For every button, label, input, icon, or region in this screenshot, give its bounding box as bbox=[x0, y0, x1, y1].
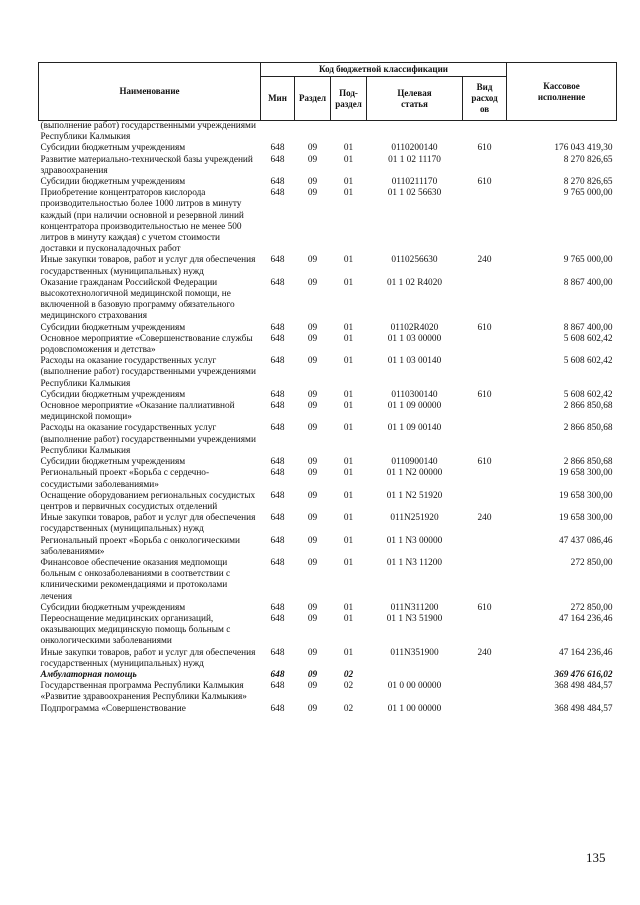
budget-table bbox=[38, 62, 617, 715]
table-row bbox=[39, 468, 617, 490]
cell-min: 648 bbox=[270, 557, 285, 568]
cell-amount: 2 866 850,68 bbox=[563, 401, 613, 412]
cell-name: Иные закупки товаров, работ и услуг для обеспечения государственных (муниципальных) нужд bbox=[40, 647, 256, 669]
table-row bbox=[39, 255, 617, 277]
cell-razdel: 09 bbox=[307, 535, 318, 546]
cell-name: Субсидии бюджетным учреждениям bbox=[40, 602, 186, 613]
cell-name: Иные закупки товаров, работ и услуг для обеспечения государственных (муниципальных) нужд bbox=[40, 255, 256, 277]
cell-vid bbox=[463, 536, 507, 558]
table-row bbox=[39, 681, 617, 703]
cell-name: Переоснащение медицинских организаций, оказывающих медицинскую помощь больным с онкологическими заболеваниями bbox=[40, 613, 231, 647]
cell-pod: 01 bbox=[343, 401, 354, 412]
cell-min: 648 bbox=[270, 143, 285, 154]
table-row bbox=[39, 177, 617, 188]
cell-target: 01 1 09 00140 bbox=[387, 423, 442, 434]
cell-min: 648 bbox=[270, 356, 285, 367]
cell-vid bbox=[463, 334, 507, 356]
cell-name: Расходы на оказание государственных услуг (выполнение работ) государственными учреждениями Республики Калмыкия bbox=[40, 423, 256, 456]
table-row bbox=[39, 121, 617, 144]
cell-vid bbox=[463, 188, 507, 255]
cell-razdel: 09 bbox=[307, 154, 318, 165]
cell-target: 011N251920 bbox=[390, 513, 439, 524]
cell-pod: 01 bbox=[343, 602, 354, 613]
cell-razdel: 09 bbox=[307, 277, 318, 288]
cell-min: 648 bbox=[270, 277, 285, 288]
cell-pod: 01 bbox=[343, 423, 354, 434]
cell-target: 01 1 03 00140 bbox=[387, 356, 442, 367]
table-row bbox=[39, 423, 617, 457]
cell-amount: 47 164 236,46 bbox=[559, 647, 613, 658]
cell-razdel: 09 bbox=[307, 356, 318, 367]
cell-target: 0110211170 bbox=[391, 177, 438, 188]
table-row bbox=[39, 457, 617, 468]
cell-razdel: 09 bbox=[307, 513, 318, 524]
cell-razdel: 09 bbox=[307, 490, 318, 501]
cell-name: Государственная программа Республики Калмыкия «Развитие здравоохранения Республики Калмыкия» bbox=[40, 681, 247, 703]
cell-name: Амбулаторная помощь bbox=[40, 669, 137, 680]
cell-vid: 610 bbox=[477, 177, 492, 188]
cell-target: 01 1 02 11170 bbox=[388, 154, 441, 165]
cell-name: Оказание гражданам Российской Федерации высокотехнологичной медицинской помощи, не включенной в базовую программу обязательного медицинского страхования bbox=[40, 277, 235, 322]
cell-razdel: 09 bbox=[307, 457, 318, 468]
cell-min: 648 bbox=[270, 602, 285, 613]
cell-name: Основное мероприятие «Совершенствование службы родовспоможения и детства» bbox=[40, 333, 253, 356]
cell-vid bbox=[463, 491, 507, 513]
cell-pod: 01 bbox=[343, 557, 354, 568]
table-row bbox=[39, 704, 617, 715]
cell-amount bbox=[507, 121, 617, 144]
cell-pod: 01 bbox=[343, 188, 354, 199]
table-body bbox=[39, 121, 617, 715]
cell-pod: 02 bbox=[343, 669, 354, 680]
cell-vid bbox=[463, 356, 507, 390]
cell-vid: 610 bbox=[477, 322, 492, 333]
cell-vid bbox=[463, 468, 507, 490]
cell-target: 01 1 02 56630 bbox=[387, 188, 442, 199]
cell-min: 648 bbox=[270, 490, 285, 501]
table-row bbox=[39, 188, 617, 255]
cell-razdel: 09 bbox=[307, 143, 318, 154]
cell-target: 01 1 N3 00000 bbox=[386, 535, 443, 546]
cell-pod: 01 bbox=[343, 613, 354, 624]
cell-min: 648 bbox=[270, 188, 285, 199]
cell-vid bbox=[463, 423, 507, 457]
cell-pod: 01 bbox=[343, 255, 354, 266]
cell-pod: 01 bbox=[343, 490, 354, 501]
cell-min: 648 bbox=[270, 457, 285, 468]
cell-amount: 8 270 826,65 bbox=[563, 154, 613, 165]
header-group: Код бюджетной классификации bbox=[261, 63, 507, 77]
cell-amount: 368 498 484,57 bbox=[554, 703, 613, 714]
cell-razdel: 09 bbox=[307, 602, 318, 613]
cell-target: 01 0 00 00000 bbox=[387, 681, 442, 692]
cell-min: 648 bbox=[270, 255, 285, 266]
cell-razdel: 09 bbox=[307, 255, 318, 266]
cell-amount: 368 498 484,57 bbox=[554, 681, 613, 692]
cell-name: Основное мероприятие «Оказание паллиативной медицинской помощи» bbox=[40, 401, 235, 423]
cell-vid bbox=[463, 155, 507, 177]
cell-pod: 01 bbox=[343, 322, 354, 333]
cell-amount: 272 850,00 bbox=[570, 557, 613, 568]
cell-vid: 610 bbox=[477, 602, 492, 613]
table-row bbox=[39, 143, 617, 154]
cell-vid bbox=[463, 704, 507, 715]
cell-amount: 2 866 850,68 bbox=[563, 457, 613, 468]
cell-razdel: 09 bbox=[307, 669, 318, 680]
cell-razdel: 09 bbox=[307, 647, 318, 658]
table-row bbox=[39, 356, 617, 390]
cell-min: 648 bbox=[270, 669, 285, 680]
cell-min: 648 bbox=[270, 647, 285, 658]
cell-name: Подпрограмма «Совершенствование bbox=[40, 703, 186, 714]
cell-name: Приобретение концентраторов кислорода производительностью более 1000 литров в минуту каждый (при наличии основной и резервной линий концентратора производительностью не менее 500 литров в минуту каждая) с учетом стоимости доставки и пусконаладочных работ bbox=[40, 188, 244, 255]
cell-amount: 8 867 400,00 bbox=[563, 322, 613, 333]
cell-razdel: 09 bbox=[307, 177, 318, 188]
cell-pod: 01 bbox=[343, 535, 354, 546]
cell-min: 648 bbox=[270, 535, 285, 546]
cell-razdel: 09 bbox=[307, 468, 318, 479]
cell-pod: 01 bbox=[343, 154, 354, 165]
table-row bbox=[39, 390, 617, 401]
table-row bbox=[39, 603, 617, 614]
cell-razdel: 09 bbox=[307, 423, 318, 434]
cell-vid: 610 bbox=[477, 143, 492, 154]
cell-name: Региональный проект «Борьба с онкологическими заболеваниями» bbox=[40, 535, 240, 557]
cell-amount: 19 658 300,00 bbox=[559, 513, 613, 524]
cell-vid: 240 bbox=[477, 255, 492, 266]
table-row bbox=[39, 614, 617, 648]
cell-amount: 47 437 086,46 bbox=[559, 535, 613, 546]
cell-amount: 8 270 826,65 bbox=[563, 177, 613, 188]
cell-vid: 240 bbox=[477, 513, 492, 524]
cell-target: 0110900140 bbox=[391, 457, 438, 468]
cell-amount: 19 658 300,00 bbox=[559, 468, 613, 479]
cell-name: Субсидии бюджетным учреждениям bbox=[40, 389, 186, 400]
cell-pod: 01 bbox=[343, 333, 354, 344]
cell-razdel: 09 bbox=[307, 557, 318, 568]
table-row bbox=[39, 558, 617, 603]
cell-razdel: 09 bbox=[307, 322, 318, 333]
cell-min: 648 bbox=[270, 468, 285, 479]
cell-vid: 240 bbox=[477, 647, 492, 658]
cell-vid bbox=[463, 558, 507, 603]
table-row bbox=[39, 334, 617, 356]
cell-amount: 5 608 602,42 bbox=[563, 389, 613, 400]
table-row bbox=[39, 278, 617, 323]
cell-name: Развитие материально-технической базы учреждений здравоохранения bbox=[40, 154, 253, 176]
header-razdel: Раздел bbox=[295, 77, 331, 121]
cell-target: 01 1 09 00000 bbox=[387, 401, 442, 412]
cell-target: 01 1 N3 11200 bbox=[386, 557, 443, 568]
header-name: Наименование bbox=[39, 63, 261, 121]
cell-target: 01 1 03 00000 bbox=[387, 333, 442, 344]
cell-pod: 01 bbox=[343, 513, 354, 524]
cell-pod: 01 bbox=[343, 468, 354, 479]
cell-min: 648 bbox=[270, 423, 285, 434]
cell-name: Иные закупки товаров, работ и услуг для обеспечения государственных (муниципальных) нужд bbox=[40, 513, 256, 535]
cell-amount: 5 608 602,42 bbox=[563, 333, 613, 344]
header-cash-text: Кассовое исполнение bbox=[537, 80, 586, 102]
cell-name: Субсидии бюджетным учреждениям bbox=[40, 177, 186, 188]
cell-razdel: 09 bbox=[307, 401, 318, 412]
cell-name: (выполнение работ) государственными учреждениями Республики Калмыкия bbox=[40, 121, 256, 143]
table-row bbox=[39, 323, 617, 334]
cell-razdel bbox=[295, 121, 331, 144]
cell-name: Финансовое обеспечение оказания медпомощи больным с онкозаболеваниями в соответствии с клиническими рекомендациями и протоколами лечения bbox=[40, 557, 231, 602]
cell-pod: 01 bbox=[343, 143, 354, 154]
cell-razdel: 09 bbox=[307, 681, 318, 692]
cell-name: Субсидии бюджетным учреждениям bbox=[40, 322, 186, 333]
cell-target: 011N351900 bbox=[390, 647, 439, 658]
cell-pod: 01 bbox=[343, 457, 354, 468]
header-vid: Вид расход ов bbox=[463, 77, 507, 121]
cell-vid bbox=[463, 121, 507, 144]
cell-amount: 2 866 850,68 bbox=[563, 423, 613, 434]
table-row bbox=[39, 491, 617, 513]
cell-razdel: 09 bbox=[307, 333, 318, 344]
cell-target: 01 1 02 R4020 bbox=[386, 277, 442, 288]
cell-target: 01 1 00 00000 bbox=[387, 703, 442, 714]
page-number: 135 bbox=[586, 850, 606, 865]
cell-vid bbox=[463, 401, 507, 423]
cell-min: 648 bbox=[270, 322, 285, 333]
cell-amount: 9 765 000,00 bbox=[563, 255, 613, 266]
cell-razdel: 09 bbox=[307, 188, 318, 199]
cell-min: 648 bbox=[270, 703, 285, 714]
cell-min bbox=[261, 121, 295, 144]
cell-target: 01 1 N2 51920 bbox=[386, 490, 443, 501]
cell-min: 648 bbox=[270, 389, 285, 400]
cell-target: 0110300140 bbox=[391, 389, 438, 400]
cell-min: 648 bbox=[270, 513, 285, 524]
header-target: Целевая статья bbox=[367, 77, 463, 121]
cell-pod: 01 bbox=[343, 647, 354, 658]
cell-min: 648 bbox=[270, 681, 285, 692]
cell-pod: 01 bbox=[343, 177, 354, 188]
cell-name: Региональный проект «Борьба с сердечно-сосудистыми заболеваниями» bbox=[40, 468, 210, 490]
cell-target bbox=[367, 121, 463, 144]
table-row bbox=[39, 513, 617, 535]
cell-name: Расходы на оказание государственных услуг (выполнение работ) государственными учреждениями Республики Калмыкия bbox=[40, 356, 256, 389]
header-podrazdel: Под- раздел bbox=[331, 77, 367, 121]
table-row bbox=[39, 670, 617, 681]
cell-razdel: 09 bbox=[307, 703, 318, 714]
cell-amount: 5 608 602,42 bbox=[563, 356, 613, 367]
cell-name: Субсидии бюджетным учреждениям bbox=[40, 143, 186, 154]
cell-name: Оснащение оборудованием региональных сосудистых центров и первичных сосудистых отделений bbox=[40, 490, 256, 512]
cell-pod bbox=[331, 121, 367, 144]
cell-vid bbox=[463, 614, 507, 648]
cell-amount: 176 043 419,30 bbox=[554, 143, 613, 154]
cell-pod: 01 bbox=[343, 277, 354, 288]
cell-target: 01 1 N2 00000 bbox=[386, 468, 443, 479]
cell-pod: 01 bbox=[343, 389, 354, 400]
cell-pod: 01 bbox=[343, 356, 354, 367]
cell-min: 648 bbox=[270, 177, 285, 188]
cell-amount: 9 765 000,00 bbox=[563, 188, 613, 199]
cell-amount: 19 658 300,00 bbox=[559, 490, 613, 501]
cell-amount: 369 476 616,02 bbox=[554, 669, 613, 680]
cell-min: 648 bbox=[270, 613, 285, 624]
cell-min: 648 bbox=[270, 154, 285, 165]
table-row bbox=[39, 648, 617, 670]
cell-target: 011N311200 bbox=[390, 602, 439, 613]
cell-min: 648 bbox=[270, 333, 285, 344]
cell-pod: 02 bbox=[343, 681, 354, 692]
cell-razdel: 09 bbox=[307, 389, 318, 400]
table-row bbox=[39, 536, 617, 558]
cell-vid: 610 bbox=[477, 457, 492, 468]
cell-amount: 8 867 400,00 bbox=[563, 277, 613, 288]
cell-target: 0110200140 bbox=[391, 143, 438, 154]
cell-min: 648 bbox=[270, 401, 285, 412]
cell-amount: 47 164 236,46 bbox=[559, 613, 613, 624]
cell-vid: 610 bbox=[477, 389, 492, 400]
cell-vid bbox=[463, 670, 507, 681]
cell-target: 0110256630 bbox=[391, 255, 438, 266]
table-row bbox=[39, 401, 617, 423]
cell-pod: 02 bbox=[343, 703, 354, 714]
cell-name: Субсидии бюджетным учреждениям bbox=[40, 457, 186, 468]
cell-target: 01102R4020 bbox=[390, 322, 439, 333]
table-row bbox=[39, 155, 617, 177]
cell-target: 01 1 N3 51900 bbox=[386, 613, 443, 624]
cell-vid bbox=[463, 681, 507, 703]
cell-target bbox=[367, 670, 463, 681]
header-min: Мин bbox=[261, 77, 295, 121]
table-header bbox=[39, 63, 617, 121]
cell-amount: 272 850,00 bbox=[570, 602, 613, 613]
header-cash bbox=[507, 63, 617, 121]
cell-razdel: 09 bbox=[307, 613, 318, 624]
cell-vid bbox=[463, 278, 507, 323]
